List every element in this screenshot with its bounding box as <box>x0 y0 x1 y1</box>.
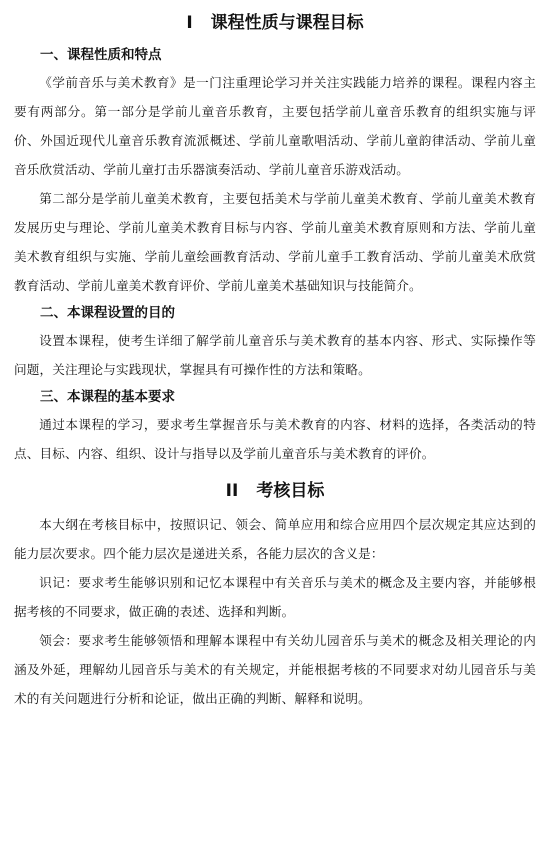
part1-title-text: 课程性质与课程目标 <box>210 13 364 33</box>
part2-title <box>14 476 536 506</box>
paragraph-course-nature-1: 《学前音乐与美术教育》是一门注重理论学习并关注实践能力培养的课程。课程内容主要有两部分。第一部分是学前儿童音乐教育，主要包括学前儿童音乐教育的组织实施与评价、外国近现代儿童音乐教育流派概述、学前儿童歌唱活动、学前儿童韵律活动、学前儿童音乐欣赏活动、学前儿童打击乐器演奏活动、学前儿童音乐游戏活动。 <box>14 75 536 177</box>
paragraph-course-purpose: 设置本课程，使考生详细了解学前儿童音乐与美术教育的基本内容、形式、实际操作等问题，关注理论与实践现状，掌握具有可操作性的方法和策略。 <box>14 333 536 377</box>
paragraph-assessment-comprehension: 领会：要求考生能够领悟和理解本课程中有关幼儿园音乐与美术的概念及相关理论的内涵及外延，理解幼儿园音乐与美术的有关规定，并能根据考核的不同要求对幼儿园音乐与美术的有关问题进行分析和论证，做出正确的判断、解释和说明。 <box>14 633 536 706</box>
part1-title <box>14 8 536 38</box>
section-heading-requirements: 三、本课程的基本要求 <box>40 389 175 405</box>
paragraph-assessment-intro: 本大纲在考核目标中，按照识记、领会、简单应用和综合应用四个层次规定其应达到的能力层次要求。四个能力层次是递进关系，各能力层次的含义是： <box>14 517 536 561</box>
paragraph-assessment-recall: 识记：要求考生能够识别和记忆本课程中有关音乐与美术的概念及主要内容，并能够根据考核的不同要求，做正确的表述、选择和判断。 <box>14 575 536 619</box>
paragraph-course-nature-2: 第二部分是学前儿童美术教育，主要包括美术与学前儿童美术教育、学前儿童美术教育发展历史与理论、学前儿童美术教育目标与内容、学前儿童美术教育原则和方法、学前儿童美术教育组织与实施、学前儿童绘画教育活动、学前儿童手工教育活动、学前儿童美术欣赏教育活动、学前儿童美术教育评价、学前儿童美术基础知识与技能简介。 <box>14 191 536 293</box>
part2-number: II <box>225 481 239 501</box>
part2-title-text: 考核目标 <box>256 481 325 501</box>
section-heading-nature: 一、课程性质和特点 <box>40 47 162 63</box>
part1-number: I <box>186 13 193 33</box>
section-heading-purpose: 二、本课程设置的目的 <box>40 305 175 321</box>
paragraph-course-requirements: 通过本课程的学习，要求考生掌握音乐与美术教育的内容、材料的选择，各类活动的特点、目标、内容、组织、设计与指导以及学前儿童音乐与美术教育的评价。 <box>14 417 536 461</box>
